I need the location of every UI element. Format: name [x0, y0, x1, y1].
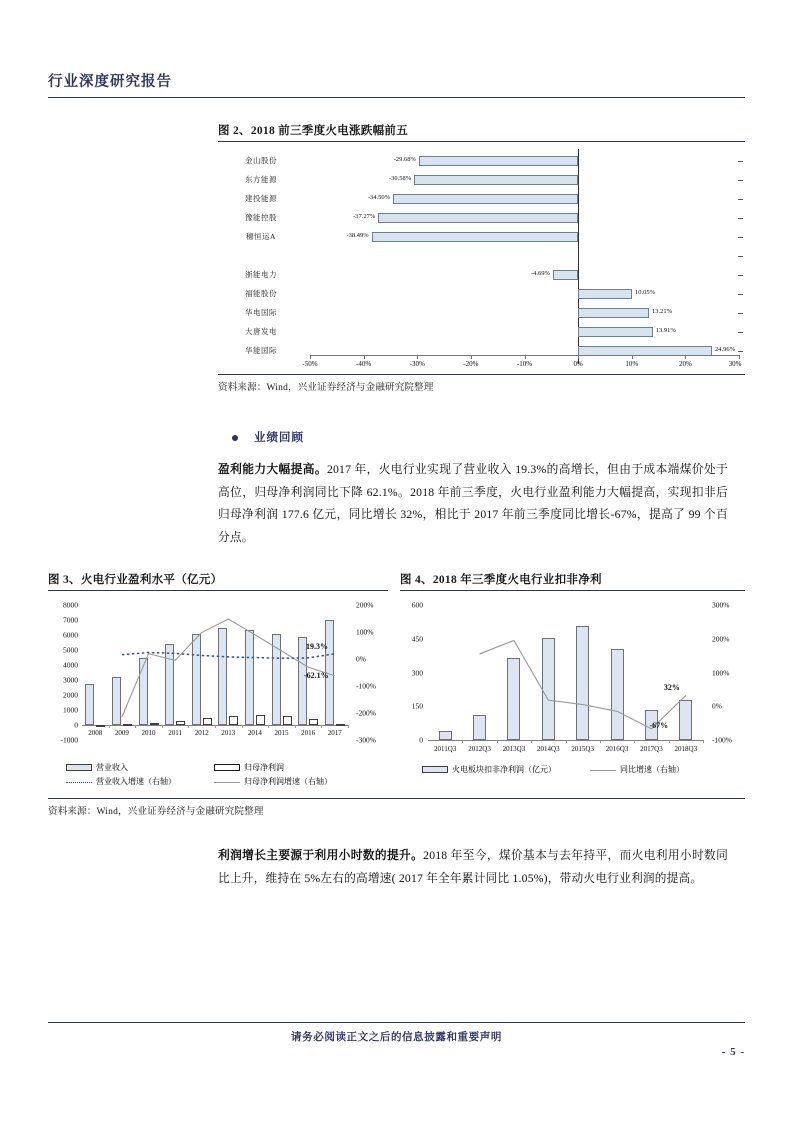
bar	[578, 308, 649, 318]
x-axis-tick-label: 10%	[625, 360, 639, 368]
category-label: 华能国际	[245, 346, 277, 355]
legend-label: 营业收入	[96, 763, 128, 772]
row-tick	[738, 256, 743, 257]
secondary-y-axis-tick-label: 200%	[712, 634, 730, 644]
x-axis-tick-label: 20%	[678, 360, 692, 368]
x-axis-tick-label: -40%	[356, 360, 372, 368]
figure-4-title-divider	[400, 590, 745, 591]
legend-label: 归母净利润	[244, 763, 284, 772]
bar	[414, 175, 578, 185]
bar	[372, 232, 578, 242]
page-footer	[48, 1022, 745, 1058]
table-row	[218, 210, 745, 229]
row-tick	[738, 237, 743, 238]
bar	[419, 156, 578, 166]
table-row	[218, 229, 745, 248]
x-axis-tick-label: 2011	[168, 729, 182, 737]
y-axis-tick-label: 7000	[63, 615, 78, 625]
table-row	[218, 305, 745, 324]
section-heading	[232, 429, 304, 445]
figure-3-block	[48, 571, 388, 792]
x-axis-tick	[310, 355, 311, 359]
y-axis-tick-label: 450	[411, 634, 423, 644]
legend-line	[590, 770, 616, 771]
legend-item	[422, 764, 556, 775]
category-label: 浙能电力	[245, 270, 277, 279]
secondary-y-axis-tick-label: -200%	[356, 708, 376, 718]
figure-2-block	[218, 122, 745, 393]
figure-3-title: 图 3、火电行业盈利水平（亿元）	[48, 574, 223, 586]
bar-value-label: 24.96%	[714, 345, 736, 353]
secondary-y-axis-tick-label: -100%	[356, 681, 376, 691]
bar	[578, 289, 632, 299]
row-tick	[738, 180, 743, 181]
bar-value-label: -34.50%	[367, 193, 391, 201]
bar-value-label: -4.69%	[531, 269, 550, 277]
x-axis-tick-label: 2011Q3	[434, 745, 457, 753]
y-axis-tick-label: 5000	[63, 645, 78, 655]
figure-3-chart	[48, 597, 388, 792]
y-axis-tick-label: 300	[411, 668, 423, 677]
x-axis-tick-label: 2014	[247, 729, 262, 737]
figure-4-block	[400, 571, 745, 792]
figure-4-chart	[400, 597, 745, 792]
legend-label: 火电板块扣非净利润（亿元）	[452, 765, 556, 774]
bar-plot-area	[310, 172, 739, 191]
y-axis-tick-label: 8000	[63, 600, 78, 610]
x-axis-tick	[525, 355, 526, 359]
x-axis-tick-label: 2012Q3	[468, 745, 491, 753]
category-label: 大唐发电	[245, 327, 277, 336]
page-number: - 5 -	[721, 1046, 745, 1058]
secondary-y-axis-tick-label: -100%	[712, 735, 732, 745]
page-header	[48, 70, 745, 98]
x-axis-tick	[566, 740, 567, 743]
bar	[578, 327, 653, 337]
bar-value-label: -38.49%	[346, 231, 369, 239]
bar-plot-area	[310, 210, 739, 229]
x-axis-tick-label: 2015Q3	[571, 745, 594, 753]
secondary-y-axis-tick-label: 0%	[712, 701, 722, 711]
x-axis-tick-label: 2017Q3	[640, 745, 663, 753]
table-row	[218, 267, 745, 286]
x-axis-tick	[600, 740, 601, 743]
y-axis-tick-label: 600	[411, 600, 423, 610]
bar-plot-area	[310, 305, 739, 324]
bar-plot-area	[310, 248, 739, 267]
legend-item	[214, 762, 284, 773]
x-axis-tick	[462, 740, 463, 743]
y-axis-tick-label: 3000	[63, 675, 78, 685]
figure-34-source-block	[48, 798, 745, 817]
figure-2-title-divider	[218, 141, 745, 142]
x-axis-tick-label: 0%	[573, 360, 583, 368]
paragraph-1-lead: 盈利能力大幅提高。	[218, 463, 327, 476]
row-tick	[738, 275, 743, 276]
bar-value-label: -37.27%	[353, 212, 376, 220]
x-axis-tick	[739, 355, 740, 359]
y-axis-tick-label: 0	[74, 720, 78, 730]
table-row	[218, 343, 745, 362]
legend-item	[66, 776, 176, 787]
y-axis-tick-label: -1000	[60, 735, 78, 745]
figure-2-chart	[218, 149, 745, 374]
secondary-y-axis-tick-label: 100%	[712, 668, 730, 677]
x-axis-tick-label: 2018Q3	[674, 745, 698, 753]
bar-plot-area	[310, 191, 739, 210]
paragraph-2-lead: 利润增长主要源于利用小时数的提升。	[218, 849, 424, 862]
y-axis-tick-label: 150	[411, 701, 423, 711]
secondary-y-axis-tick-label: 0%	[356, 654, 366, 664]
bar-value-label: 13.21%	[651, 307, 672, 315]
y-axis-tick-label: 6000	[63, 630, 78, 640]
legend-item	[590, 764, 684, 775]
secondary-y-axis-tick-label: 100%	[356, 627, 374, 637]
table-row	[218, 248, 745, 267]
x-axis-tick	[685, 355, 686, 359]
chart-annotation: -67%	[649, 720, 669, 730]
figure-4-title: 图 4、2018 年三季度火电行业扣非净利	[400, 574, 602, 586]
x-axis-tick-label: 2013Q3	[502, 745, 526, 753]
x-axis-tick-label: 2015	[274, 729, 289, 737]
x-axis-tick-label: 2012	[194, 729, 209, 737]
bar	[378, 213, 578, 223]
bar-value-label: 10.05%	[635, 288, 656, 296]
bar-value-label: -30.58%	[388, 174, 412, 182]
x-axis-line	[302, 355, 742, 368]
legend-label: 营业收入增速（右轴）	[96, 777, 176, 786]
bar-plot-area	[310, 286, 739, 305]
x-axis-tick	[471, 355, 472, 359]
header-title: 行业深度研究报告	[48, 74, 172, 90]
row-tick	[738, 294, 743, 295]
row-tick	[738, 351, 743, 352]
chart-annotation: 19.3%	[306, 641, 328, 651]
bar-value-label: -29.68%	[393, 155, 416, 163]
x-axis-tick-label: -20%	[463, 360, 479, 368]
category-label: 东方能源	[245, 175, 277, 184]
x-axis-tick	[634, 740, 635, 743]
x-axis-tick-label: 2016	[301, 729, 316, 737]
row-tick	[738, 161, 743, 162]
x-axis-tick-label: -50%	[302, 360, 318, 368]
x-axis-tick	[703, 740, 704, 743]
category-label: 华电国际	[245, 308, 277, 317]
legend-swatch	[66, 764, 92, 771]
y-axis-tick-label: 0	[419, 735, 423, 745]
section-heading-label: 业绩回顾	[254, 432, 304, 444]
x-axis-tick	[632, 355, 633, 359]
y-axis-tick-label: 1000	[63, 705, 78, 715]
category-label: 福能股份	[245, 289, 277, 298]
paragraph-2-body: 2018 年至今，煤价基本与去年持平，而火电利用小时数同比上升，维持在 5%左右的高增速( 2017 年全年累计同比 1.05%)，带动火电行业利润的提高。	[218, 849, 728, 885]
secondary-y-axis-tick-label: 300%	[712, 600, 730, 610]
x-axis-tick-label: 2010	[141, 729, 156, 737]
bar	[553, 270, 578, 280]
paragraph-1	[218, 459, 728, 549]
table-row	[218, 172, 745, 191]
footer-disclaimer: 请务必阅读正文之后的信息披露和重要声明	[291, 1032, 502, 1043]
paragraph-2	[218, 845, 728, 890]
x-axis-tick-label: 2009	[114, 729, 129, 737]
category-label: 金山股份	[245, 156, 277, 165]
x-axis-tick-label: 2017	[327, 729, 342, 737]
legend-label: 同比增速（右轴）	[620, 765, 684, 774]
y-axis-tick-label: 4000	[63, 660, 78, 670]
row-tick	[738, 199, 743, 200]
x-axis-tick-label: 30%	[728, 360, 742, 368]
figure-34-source: 资料来源：Wind，兴业证券经济与金融研究院整理	[48, 807, 264, 817]
x-axis-tick-label: 2013	[221, 729, 236, 737]
table-row	[218, 324, 745, 343]
legend-swatch	[214, 764, 240, 771]
bar-plot-area	[310, 324, 739, 343]
x-axis-tick-label: 2016Q3	[605, 745, 629, 753]
x-axis-tick	[531, 740, 532, 743]
y-axis-tick-label: 2000	[63, 690, 78, 700]
secondary-y-axis-tick-label: -300%	[356, 735, 376, 745]
category-label: 豫能控股	[245, 213, 277, 222]
chart-annotation: -62.1%	[304, 670, 329, 680]
legend-line	[214, 782, 240, 783]
row-tick	[738, 218, 743, 219]
table-row	[218, 286, 745, 305]
secondary-y-axis-tick-label: 200%	[356, 600, 374, 610]
legend-item	[214, 776, 332, 787]
paragraph-1-body: 2017 年，火电行业实现了营业收入 19.3%的高增长，但由于成本端煤价处于高位，归母净利润同比下降 62.1%。2018 年前三季度，火电行业盈利能力大幅提高，实现扣非后归母净利润 177.6 亿元，同比增长 32%，相比于 2017 年前三季度同比增长-67%，提高了 99 个百分点。	[218, 463, 728, 544]
category-label: 建投能源	[245, 194, 277, 203]
x-axis-tick	[348, 725, 349, 728]
category-label: 穗恒运A	[246, 232, 276, 241]
legend-label: 归母净利润增速（右轴）	[244, 777, 332, 786]
x-axis-tick-label: 2008	[88, 729, 103, 737]
x-axis-tick	[669, 740, 670, 743]
chart-line-overlay	[428, 605, 703, 740]
table-row	[218, 153, 745, 172]
x-axis-tick	[497, 740, 498, 743]
row-tick	[738, 332, 743, 333]
table-row	[218, 191, 745, 210]
x-axis-tick-label: -10%	[516, 360, 533, 368]
figure-2-source: 资料来源：Wind，兴业证券经济与金融研究院整理	[218, 383, 434, 393]
bar-plot-area	[310, 267, 739, 286]
bullet-dot-icon	[232, 435, 238, 441]
row-tick	[738, 313, 743, 314]
plot-area	[428, 605, 703, 740]
legend-line	[66, 782, 92, 783]
figure-2-title: 图 2、2018 前三季度火电涨跌幅前五	[218, 125, 408, 137]
x-axis-tick	[417, 355, 418, 359]
x-axis-tick-label: -30%	[409, 360, 425, 368]
legend-swatch	[422, 766, 448, 773]
chart-annotation: 32%	[663, 683, 680, 693]
bar-plot-area	[310, 153, 739, 172]
legend-item	[66, 762, 128, 773]
x-axis-tick	[364, 355, 365, 359]
bar	[393, 194, 578, 204]
x-axis-tick-label: 2014Q3	[537, 745, 560, 753]
x-axis-tick	[578, 355, 579, 359]
bar-plot-area	[310, 229, 739, 248]
figure-3-title-divider	[48, 590, 388, 591]
header-divider	[48, 97, 745, 98]
bar-value-label: 13.91%	[655, 326, 676, 334]
